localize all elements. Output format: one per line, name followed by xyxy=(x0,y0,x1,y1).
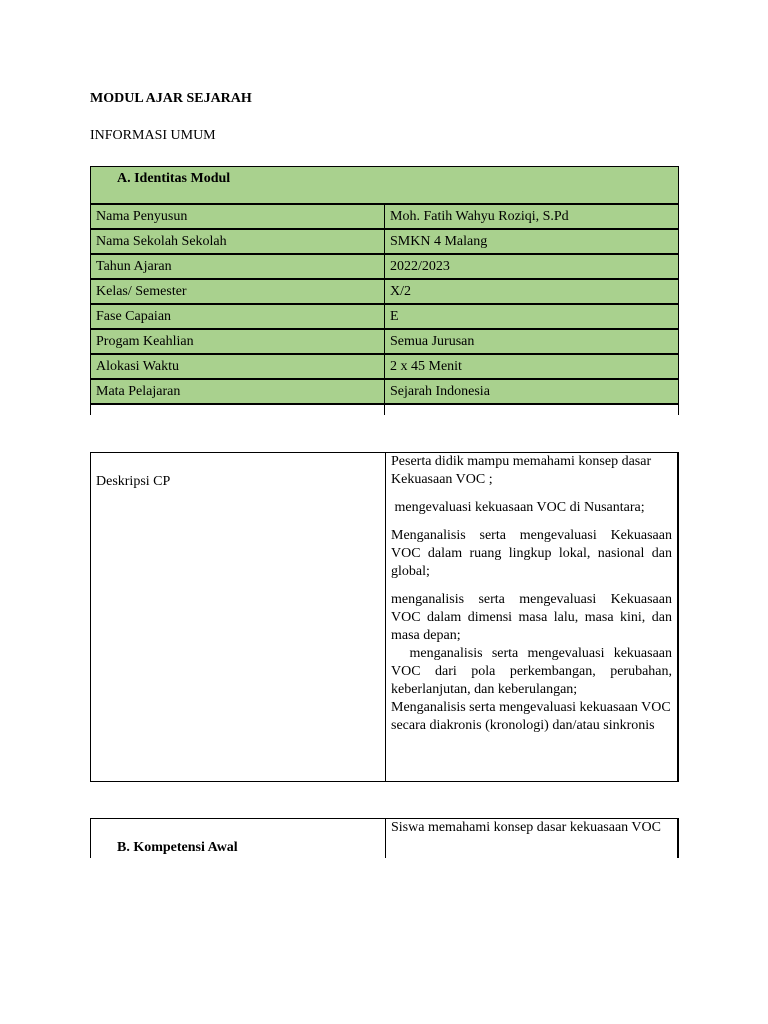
kompetensi-value: Siswa memahami konsep dasar kekuasaan VOC xyxy=(386,819,679,859)
empty-cell xyxy=(385,404,679,415)
row-label: Mata Pelajaran xyxy=(91,379,385,404)
identity-heading: A. Identitas Modul xyxy=(91,167,679,204)
cp-paragraph: menganalisis serta mengevaluasi Kekuasaan VOC dalam dimensi masa lalu, masa kini, dan masa depan; xyxy=(391,592,672,643)
table-row xyxy=(91,379,679,404)
row-label: Progam Keahlian xyxy=(91,329,385,354)
table-row xyxy=(91,254,679,279)
cp-table xyxy=(90,452,679,782)
row-value: Sejarah Indonesia xyxy=(385,379,679,404)
table-row xyxy=(91,279,679,304)
cp-paragraph: Menganalisis serta mengevaluasi kekuasaan VOC secara diakronis (kronologi) dan/atau sinkronis xyxy=(391,700,671,733)
document-title: MODUL AJAR SEJARAH xyxy=(90,91,252,106)
row-label: Kelas/ Semester xyxy=(91,279,385,304)
table-row xyxy=(91,354,679,379)
table-row xyxy=(91,304,679,329)
row-value: Moh. Fatih Wahyu Roziqi, S.Pd xyxy=(385,204,679,229)
cp-paragraph: Menganalisis serta mengevaluasi Kekuasaan VOC dalam ruang lingkup lokal, nasional dan global; xyxy=(391,528,672,579)
row-label: Fase Capaian xyxy=(91,304,385,329)
cp-label: Deskripsi CP xyxy=(91,453,386,782)
kompetensi-table xyxy=(90,818,679,858)
table-row xyxy=(91,453,679,782)
table-row xyxy=(91,204,679,229)
kompetensi-heading: B. Kompetensi Awal xyxy=(91,819,386,859)
cp-description xyxy=(386,453,679,782)
row-label: Nama Sekolah Sekolah xyxy=(91,229,385,254)
table-row xyxy=(91,819,679,859)
table-row xyxy=(91,229,679,254)
row-value: Semua Jurusan xyxy=(385,329,679,354)
section-subtitle: INFORMASI UMUM xyxy=(90,128,216,143)
identity-table xyxy=(90,166,679,415)
row-value: 2022/2023 xyxy=(385,254,679,279)
table-row xyxy=(91,329,679,354)
row-label: Tahun Ajaran xyxy=(91,254,385,279)
row-value: X/2 xyxy=(385,279,679,304)
empty-cell xyxy=(91,404,385,415)
cp-paragraph: mengevaluasi kekuasaan VOC di Nusantara; xyxy=(391,500,645,515)
table-row-empty xyxy=(91,404,679,415)
row-label: Alokasi Waktu xyxy=(91,354,385,379)
cp-paragraph: Peserta didik mampu memahami konsep dasar Kekuasaan VOC ; xyxy=(391,454,652,487)
row-value: E xyxy=(385,304,679,329)
row-value: SMKN 4 Malang xyxy=(385,229,679,254)
cp-paragraph: menganalisis serta mengevaluasi kekuasaan VOC dari pola perkembangan, perubahan, keberlanjutan, dan keberulangan; xyxy=(391,646,676,697)
row-value: 2 x 45 Menit xyxy=(385,354,679,379)
row-label: Nama Penyusun xyxy=(91,204,385,229)
